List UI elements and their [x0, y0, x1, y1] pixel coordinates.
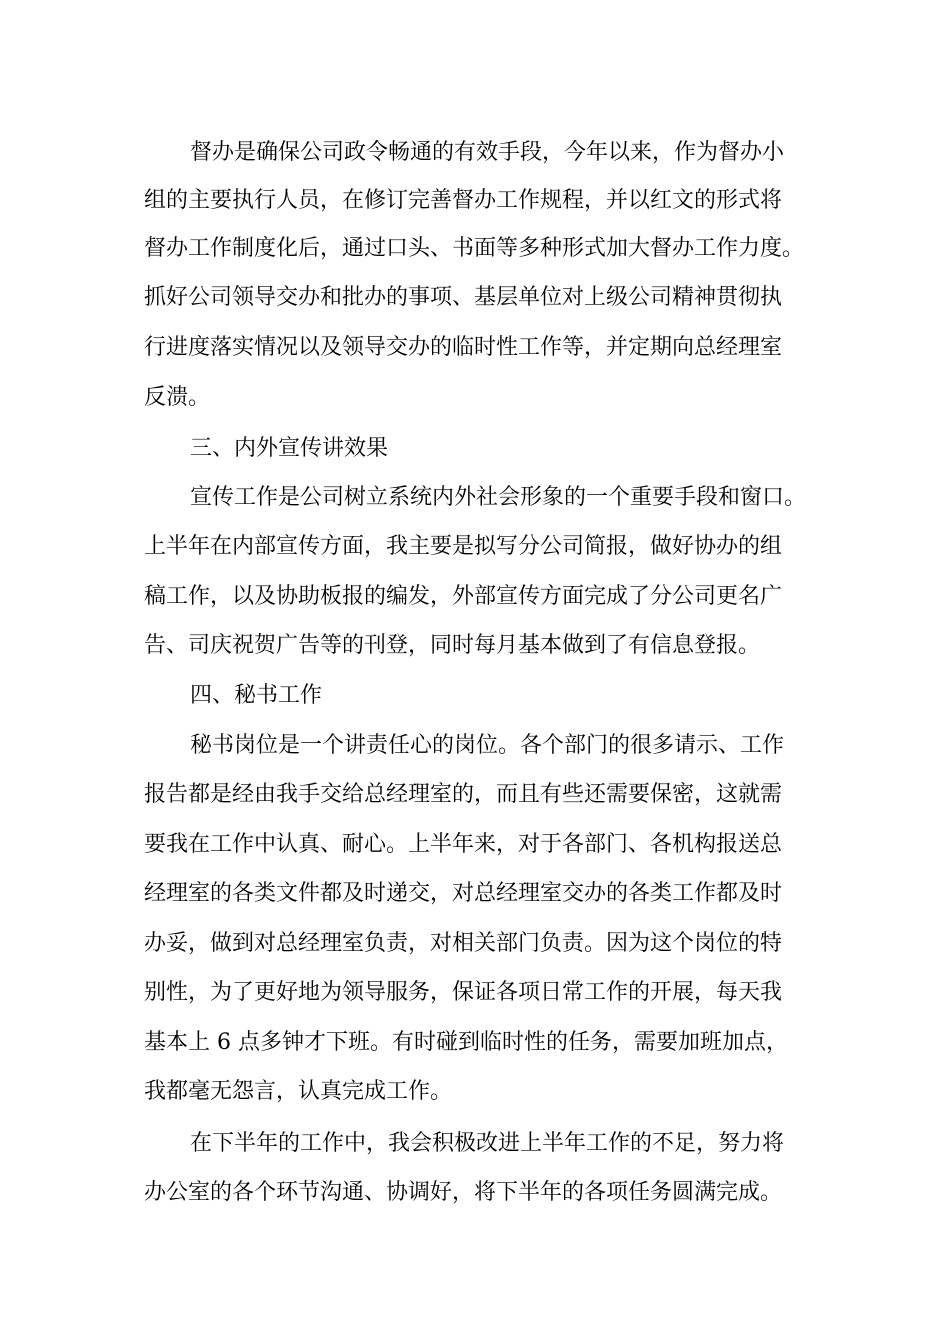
paragraph-1-line-1: 督办是确保公司政令畅通的有效手段，今年以来，作为督办小: [190, 140, 785, 165]
paragraph-3-line-6: 别性，为了更好地为领导服务，保证各项日常工作的开展，每天我: [144, 980, 783, 1005]
paragraph-3-line-7: 基本上 6 点多钟才下班。有时碰到临时性的任务，需要加班加点，: [144, 1030, 788, 1055]
paragraph-2-line-3: 稿工作，以及协助板报的编发，外部宣传方面完成了分公司更名广: [144, 584, 783, 609]
paragraph-1-line-6: 反溃。: [144, 385, 211, 410]
section-heading-4: 四、秘书工作: [190, 683, 323, 708]
paragraph-3-line-4: 经理室的各类文件都及时递交，对总经理室交办的各类工作都及时: [144, 881, 783, 906]
paragraph-1-line-4: 抓好公司领导交办和批办的事项、基层单位对上级公司精神贯彻执: [144, 285, 783, 310]
paragraph-4-line-2: 办公室的各个环节沟通、协调好，将下半年的各项任务圆满完成。: [144, 1180, 783, 1205]
section-heading-3: 三、内外宣传讲效果: [190, 436, 389, 461]
paragraph-3-line-3: 要我在工作中认真、耐心。上半年来，对于各部门、各机构报送总: [144, 832, 783, 857]
paragraph-2-line-2: 上半年在内部宣传方面，我主要是拟写分公司简报，做好协办的组: [144, 534, 783, 559]
paragraph-1-line-5: 行进度落实情况以及领导交办的临时性工作等，并定期向总经理室: [144, 335, 783, 360]
paragraph-1-line-2: 组的主要执行人员，在修订完善督办工作规程，并以红文的形式将: [144, 188, 783, 213]
paragraph-3-line-5: 办妥，做到对总经理室负责，对相关部门负责。因为这个岗位的特: [144, 931, 783, 956]
paragraph-3-line-2: 报告都是经由我手交给总经理室的，而且有些还需要保密，这就需: [144, 782, 783, 807]
paragraph-3-line-8: 我都毫无怨言，认真完成工作。: [144, 1079, 453, 1104]
paragraph-3-line-1: 秘书岗位是一个讲责任心的岗位。各个部门的很多请示、工作: [190, 733, 785, 758]
paragraph-2-line-4: 告、司庆祝贺广告等的刊登，同时每月基本做到了有信息登报。: [144, 633, 761, 658]
paragraph-2-line-1: 宣传工作是公司树立系统内外社会形象的一个重要手段和窗口。: [190, 485, 807, 510]
paragraph-1-line-3: 督办工作制度化后，通过口头、书面等多种形式加大督办工作力度。: [144, 236, 805, 261]
paragraph-4-line-1: 在下半年的工作中，我会积极改进上半年工作的不足，努力将: [190, 1131, 785, 1156]
